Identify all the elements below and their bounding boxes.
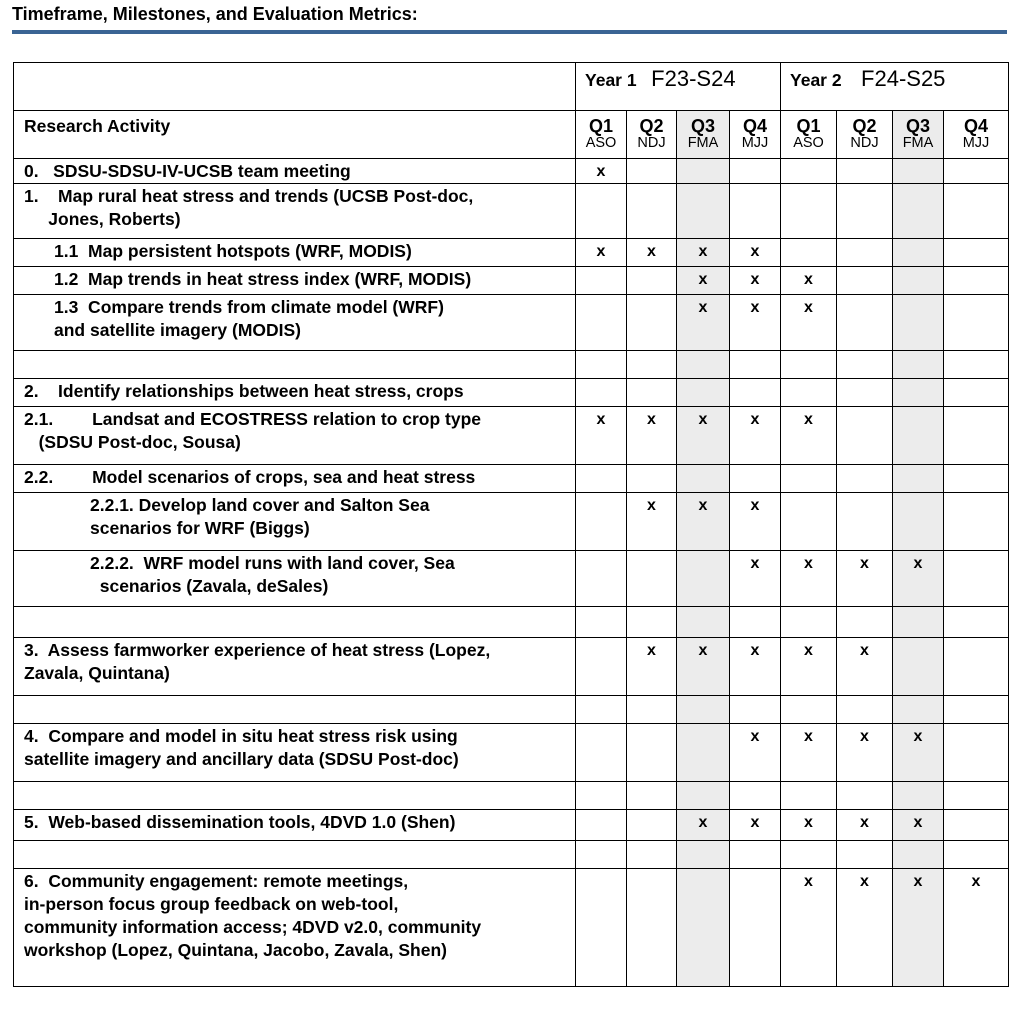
milestone-cell <box>893 407 944 465</box>
milestone-cell <box>677 551 730 607</box>
quarter-label: Q3 <box>905 116 930 136</box>
milestone-cell <box>781 696 837 724</box>
milestone-cell <box>627 782 677 810</box>
activity-cell <box>14 267 576 295</box>
milestone-cell <box>893 841 944 869</box>
milestone-cell <box>627 696 677 724</box>
milestone-cell: x <box>781 810 837 841</box>
milestone-cell <box>893 295 944 351</box>
activity-text: satellite imagery and ancillary data (SDSU Post-doc) <box>24 749 459 769</box>
milestone-cell <box>576 638 627 696</box>
milestone-cell <box>837 607 893 638</box>
milestone-cell <box>944 267 1009 295</box>
milestone-cell <box>730 159 781 184</box>
activity-row <box>14 724 1009 782</box>
milestone-cell: x <box>781 551 837 607</box>
milestone-cell <box>781 607 837 638</box>
activity-cell <box>14 379 576 407</box>
milestone-cell <box>677 159 730 184</box>
activity-cell <box>14 407 576 465</box>
milestone-cell <box>893 239 944 267</box>
activity-row <box>14 465 1009 493</box>
milestone-cell: x <box>837 810 893 841</box>
quarter-header-y2-q2 <box>837 111 893 159</box>
milestone-cell <box>677 184 730 239</box>
activity-text: and satellite imagery (MODIS) <box>54 320 302 340</box>
activity-text: scenarios for WRF (Biggs) <box>90 518 310 538</box>
milestone-cell <box>730 351 781 379</box>
milestone-cell <box>627 551 677 607</box>
activity-text: (SDSU Post-doc, Sousa) <box>24 432 241 452</box>
milestone-cell <box>893 493 944 551</box>
activity-row <box>14 184 1009 239</box>
milestone-cell <box>730 841 781 869</box>
milestone-cell <box>576 184 627 239</box>
blank-header-cell <box>14 63 576 111</box>
quarter-label: Q4 <box>742 116 767 136</box>
milestone-cell <box>730 379 781 407</box>
milestone-cell: x <box>576 159 627 184</box>
activity-text: Zavala, Quintana) <box>24 663 170 683</box>
milestone-cell <box>944 841 1009 869</box>
milestone-cell <box>627 295 677 351</box>
activity-row <box>14 159 1009 184</box>
milestone-cell <box>893 379 944 407</box>
milestone-cell <box>944 782 1009 810</box>
quarter-header-y2-q1 <box>781 111 837 159</box>
milestone-cell <box>893 351 944 379</box>
activity-text: 1.3 Compare trends from climate model (WRF) <box>54 297 444 317</box>
quarter-header-y2-q4 <box>944 111 1009 159</box>
section-heading: Timeframe, Milestones, and Evaluation Metrics: <box>12 4 418 24</box>
milestone-cell <box>893 638 944 696</box>
milestone-cell <box>781 465 837 493</box>
milestone-cell <box>944 696 1009 724</box>
milestone-cell <box>944 295 1009 351</box>
activity-cell <box>14 351 576 379</box>
activity-row <box>14 869 1009 987</box>
milestone-cell: x <box>781 869 837 987</box>
milestone-cell <box>576 841 627 869</box>
milestone-cell: x <box>944 869 1009 987</box>
activity-text: workshop (Lopez, Quintana, Jacobo, Zavala, Shen) <box>24 940 447 960</box>
activity-text: 1. Map rural heat stress and trends (UCSB Post-doc, <box>24 186 474 206</box>
milestone-cell <box>677 351 730 379</box>
milestone-cell <box>837 782 893 810</box>
milestone-cell: x <box>893 724 944 782</box>
milestone-cell <box>837 696 893 724</box>
milestone-cell <box>627 465 677 493</box>
milestone-cell <box>781 239 837 267</box>
milestone-cell <box>893 782 944 810</box>
milestone-cell: x <box>893 551 944 607</box>
heading-rule <box>12 30 1007 34</box>
milestone-cell <box>576 379 627 407</box>
activity-cell <box>14 696 576 724</box>
milestone-cell <box>627 184 677 239</box>
milestone-cell <box>677 696 730 724</box>
milestone-cell: x <box>781 407 837 465</box>
milestone-cell <box>944 239 1009 267</box>
milestone-cell <box>627 267 677 295</box>
activity-cell <box>14 724 576 782</box>
milestone-cell <box>781 841 837 869</box>
milestone-cell <box>730 607 781 638</box>
activity-text: 6. Community engagement: remote meetings, <box>24 871 409 891</box>
activity-text: community information access; 4DVD v2.0, community <box>24 917 482 937</box>
milestone-cell: x <box>576 239 627 267</box>
milestone-cell <box>677 841 730 869</box>
milestone-cell <box>837 493 893 551</box>
milestone-cell <box>627 159 677 184</box>
quarter-header-y1-q2 <box>627 111 677 159</box>
milestone-cell <box>781 379 837 407</box>
activity-row <box>14 810 1009 841</box>
quarter-header-y2-q3 <box>893 111 944 159</box>
milestone-cell: x <box>677 239 730 267</box>
milestone-cell <box>893 607 944 638</box>
activity-cell <box>14 607 576 638</box>
activity-row <box>14 696 1009 724</box>
milestone-cell: x <box>837 724 893 782</box>
milestone-cell <box>677 869 730 987</box>
activity-text: 2.2. Model scenarios of crops, sea and heat stress <box>24 467 476 487</box>
milestone-cell <box>944 810 1009 841</box>
activity-text: 2.2.2. WRF model runs with land cover, Sea <box>90 553 455 573</box>
activity-text: 0. SDSU-SDSU-IV-UCSB team meeting <box>24 161 351 181</box>
milestone-cell <box>893 184 944 239</box>
milestone-cell <box>627 351 677 379</box>
quarter-label: Q1 <box>796 116 821 136</box>
milestone-cell <box>944 551 1009 607</box>
milestone-cell: x <box>730 810 781 841</box>
milestone-cell <box>944 379 1009 407</box>
activity-text: scenarios (Zavala, deSales) <box>90 576 329 596</box>
milestone-cell <box>893 267 944 295</box>
activity-cell <box>14 551 576 607</box>
milestone-cell: x <box>627 239 677 267</box>
milestone-cell <box>677 379 730 407</box>
activity-cell <box>14 295 576 351</box>
milestone-cell <box>837 841 893 869</box>
milestone-cell <box>677 782 730 810</box>
quarter-label: Q2 <box>852 116 877 136</box>
milestone-cell <box>730 696 781 724</box>
activity-row <box>14 493 1009 551</box>
milestone-cell: x <box>837 551 893 607</box>
milestone-cell <box>576 869 627 987</box>
activity-cell <box>14 638 576 696</box>
milestone-cell: x <box>730 295 781 351</box>
milestone-cell <box>576 351 627 379</box>
quarter-months: ASO <box>793 135 824 151</box>
quarter-months: FMA <box>902 135 934 151</box>
activity-text: 2.1. Landsat and ECOSTRESS relation to crop type <box>24 409 482 429</box>
milestone-cell <box>677 724 730 782</box>
activity-text: 5. Web-based dissemination tools, 4DVD 1.0 (Shen) <box>24 812 456 832</box>
milestone-cell <box>944 407 1009 465</box>
milestone-cell <box>837 351 893 379</box>
milestone-cell: x <box>627 638 677 696</box>
milestone-cell <box>944 351 1009 379</box>
milestone-cell <box>576 696 627 724</box>
activity-text: 4. Compare and model in situ heat stress risk using <box>24 726 458 746</box>
milestone-cell <box>837 184 893 239</box>
milestone-cell: x <box>730 724 781 782</box>
quarter-label: Q2 <box>639 116 664 136</box>
activity-cell <box>14 465 576 493</box>
milestone-cell <box>576 465 627 493</box>
activity-row <box>14 295 1009 351</box>
activity-cell <box>14 184 576 239</box>
activity-text: in-person focus group feedback on web-tool, <box>24 894 399 914</box>
year1-header <box>576 63 781 111</box>
milestone-cell <box>576 551 627 607</box>
milestone-cell <box>837 239 893 267</box>
milestone-cell <box>627 607 677 638</box>
quarter-label: Q4 <box>963 116 988 136</box>
milestone-cell <box>837 407 893 465</box>
milestone-cell <box>944 184 1009 239</box>
activity-cell <box>14 841 576 869</box>
activity-cell <box>14 159 576 184</box>
milestone-cell: x <box>677 493 730 551</box>
activity-row <box>14 379 1009 407</box>
milestone-cell <box>576 607 627 638</box>
activity-row <box>14 607 1009 638</box>
quarter-header-y1-q4 <box>730 111 781 159</box>
activity-row <box>14 239 1009 267</box>
milestone-cell: x <box>677 638 730 696</box>
activity-text: 1.1 Map persistent hotspots (WRF, MODIS) <box>54 241 412 261</box>
quarter-months: MJJ <box>962 135 990 151</box>
activity-cell <box>14 869 576 987</box>
milestone-cell <box>677 465 730 493</box>
milestone-cell <box>781 782 837 810</box>
milestone-cell <box>944 724 1009 782</box>
quarter-months: ASO <box>585 135 617 151</box>
research-activity-label <box>14 111 576 159</box>
milestone-cell <box>576 782 627 810</box>
milestone-cell <box>837 159 893 184</box>
activity-text: 2.2.1. Develop land cover and Salton Sea <box>90 495 430 515</box>
milestone-cell <box>627 724 677 782</box>
milestone-cell: x <box>837 638 893 696</box>
quarter-header-row <box>14 111 1009 159</box>
milestone-cell <box>781 159 837 184</box>
milestone-cell <box>576 493 627 551</box>
activity-row <box>14 351 1009 379</box>
research-activity-text: Research Activity <box>24 116 171 136</box>
milestone-cell <box>576 810 627 841</box>
milestone-cell <box>730 782 781 810</box>
timeline-table <box>13 62 1009 987</box>
activity-row <box>14 638 1009 696</box>
milestone-cell <box>730 184 781 239</box>
activity-text: 2. Identify relationships between heat stress, crops <box>24 381 464 401</box>
quarter-months: FMA <box>687 135 719 151</box>
year-header-row <box>14 63 1009 111</box>
milestone-cell: x <box>730 551 781 607</box>
quarter-months: MJJ <box>741 135 769 151</box>
milestone-cell: x <box>730 267 781 295</box>
year2-term: F24-S25 <box>861 66 946 91</box>
milestone-cell <box>837 379 893 407</box>
milestone-cell: x <box>677 295 730 351</box>
activity-text: Jones, Roberts) <box>24 209 181 229</box>
milestone-cell: x <box>730 493 781 551</box>
milestone-cell: x <box>677 407 730 465</box>
quarter-months: NDJ <box>637 135 666 151</box>
milestone-cell: x <box>893 810 944 841</box>
milestone-cell <box>627 379 677 407</box>
milestone-cell <box>837 465 893 493</box>
milestone-cell <box>677 607 730 638</box>
milestone-cell: x <box>781 295 837 351</box>
milestone-cell <box>781 493 837 551</box>
milestone-cell: x <box>893 869 944 987</box>
activity-text: 3. Assess farmworker experience of heat stress (Lopez, <box>24 640 491 660</box>
quarter-label: Q3 <box>690 116 715 136</box>
milestone-cell <box>730 465 781 493</box>
milestone-cell <box>627 841 677 869</box>
activity-cell <box>14 810 576 841</box>
milestone-cell: x <box>781 638 837 696</box>
activity-text: 1.2 Map trends in heat stress index (WRF, MODIS) <box>54 269 472 289</box>
milestone-cell <box>893 465 944 493</box>
milestone-cell <box>781 351 837 379</box>
quarter-header-y1-q1 <box>576 111 627 159</box>
quarter-header-y1-q3 <box>677 111 730 159</box>
milestone-cell: x <box>781 267 837 295</box>
milestone-cell <box>893 159 944 184</box>
milestone-cell <box>944 607 1009 638</box>
milestone-cell <box>837 295 893 351</box>
milestone-cell: x <box>781 724 837 782</box>
milestone-cell: x <box>730 239 781 267</box>
milestone-cell <box>893 696 944 724</box>
quarter-label: Q1 <box>588 116 613 136</box>
activity-row <box>14 407 1009 465</box>
milestone-cell <box>837 267 893 295</box>
milestone-cell: x <box>576 407 627 465</box>
milestone-cell <box>576 267 627 295</box>
milestone-cell: x <box>677 267 730 295</box>
activity-row <box>14 551 1009 607</box>
milestone-cell: x <box>730 638 781 696</box>
quarter-months: NDJ <box>850 135 879 151</box>
milestone-cell: x <box>730 407 781 465</box>
year2-label: Year 2 <box>790 70 842 90</box>
milestone-cell: x <box>677 810 730 841</box>
milestone-cell: x <box>837 869 893 987</box>
year1-term: F23-S24 <box>651 66 736 91</box>
milestone-cell <box>781 184 837 239</box>
milestone-cell: x <box>627 407 677 465</box>
activity-cell <box>14 493 576 551</box>
activity-row <box>14 841 1009 869</box>
milestone-cell <box>944 638 1009 696</box>
milestone-cell <box>944 159 1009 184</box>
milestone-cell: x <box>627 493 677 551</box>
activity-row <box>14 782 1009 810</box>
milestone-cell <box>944 465 1009 493</box>
milestone-cell <box>944 493 1009 551</box>
activity-row <box>14 267 1009 295</box>
activity-cell <box>14 782 576 810</box>
milestone-cell <box>576 724 627 782</box>
year2-header <box>781 63 1009 111</box>
milestone-cell <box>627 869 677 987</box>
milestone-cell <box>730 869 781 987</box>
milestone-cell <box>576 295 627 351</box>
activity-cell <box>14 239 576 267</box>
year1-label: Year 1 <box>585 70 637 90</box>
milestone-cell <box>627 810 677 841</box>
